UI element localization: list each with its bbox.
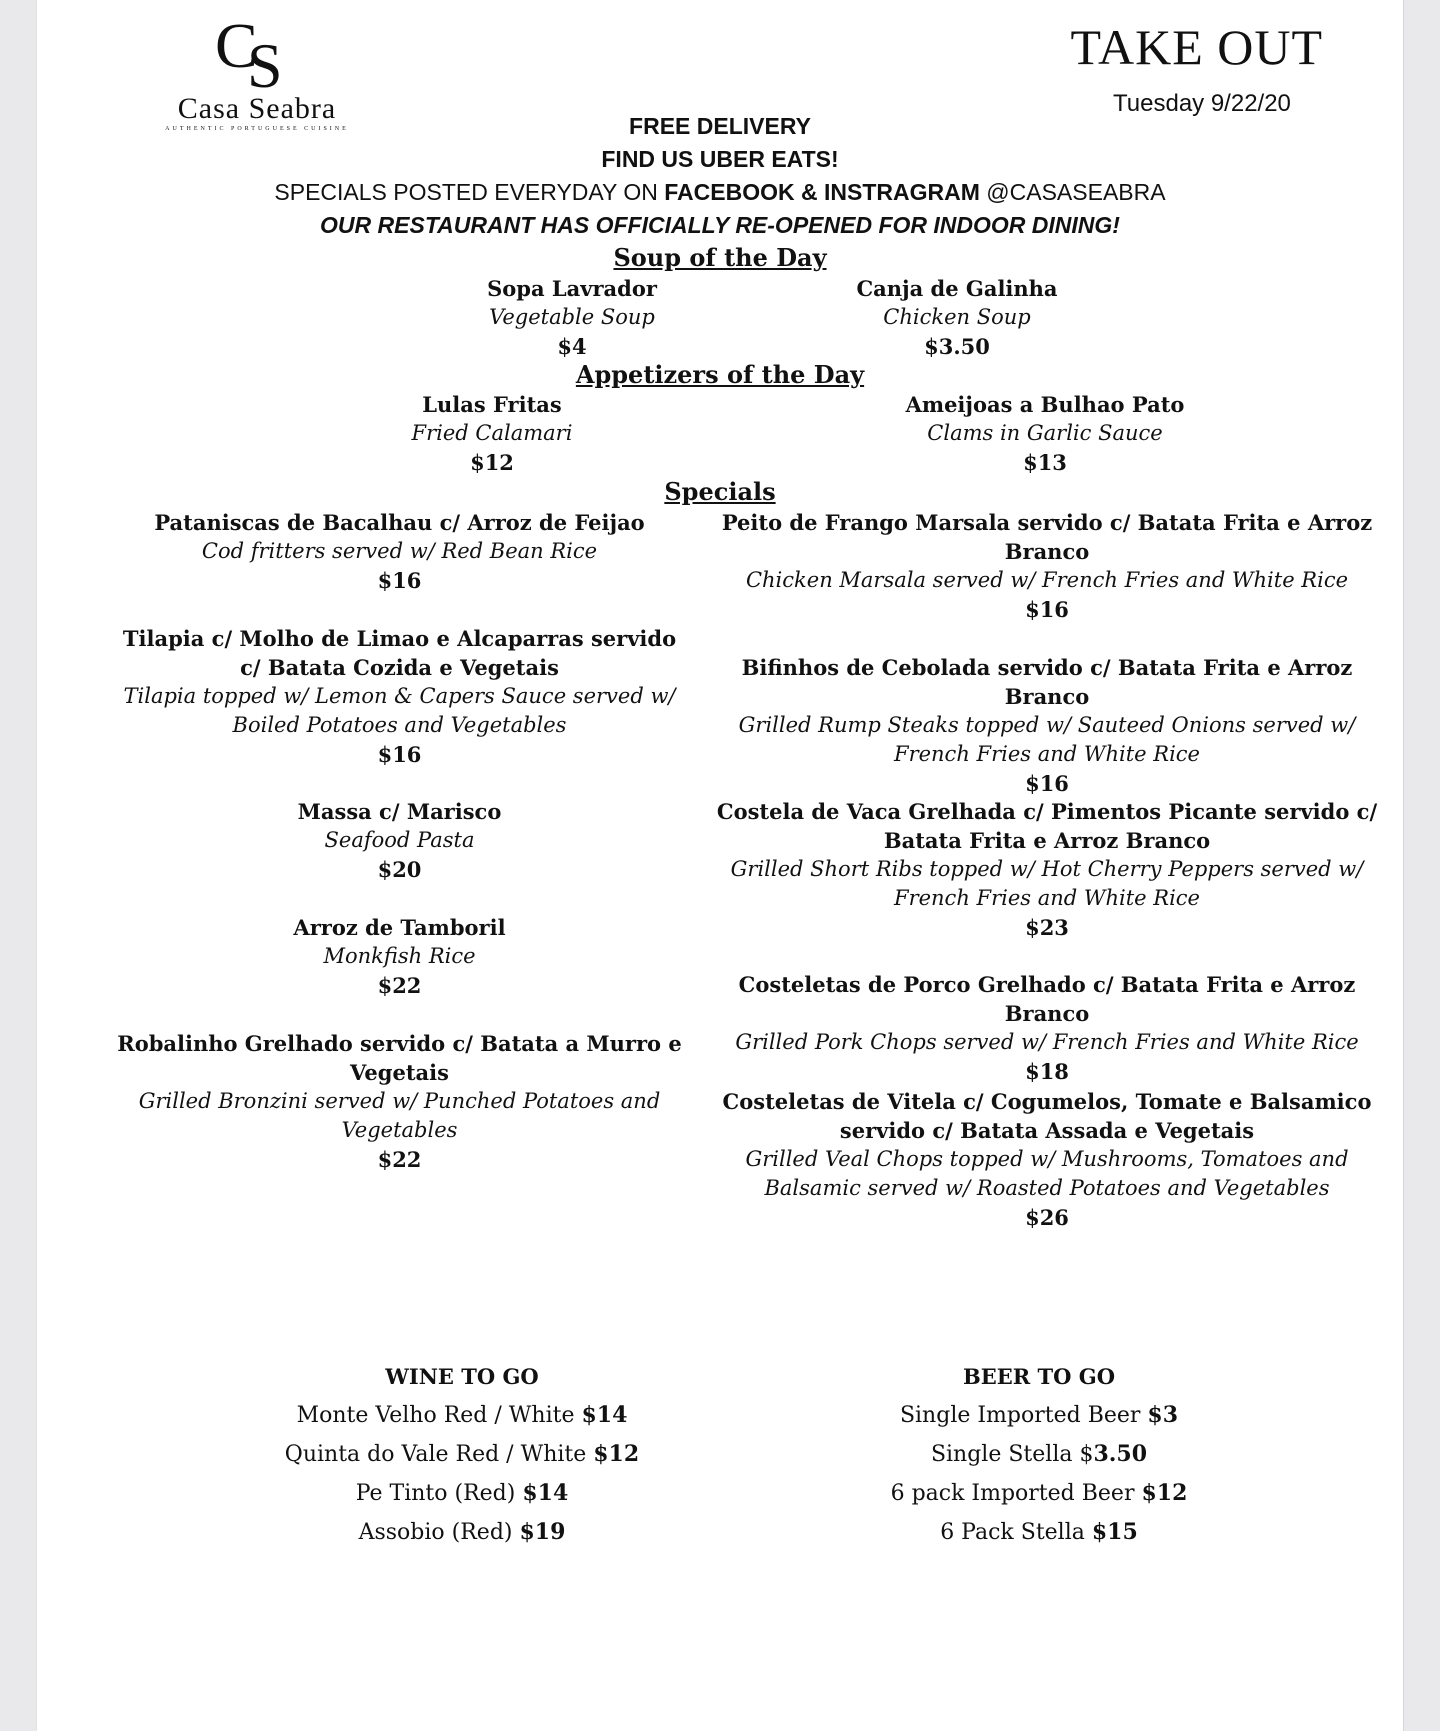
item-name: Ameijoas a Bulhao Pato xyxy=(905,392,1185,417)
menu-page xyxy=(36,0,1404,1731)
item-name: Peito de Frango Marsala servido c/ Batata Frita e Arroz Branco xyxy=(721,510,1373,564)
item-price: $13 xyxy=(1023,450,1067,475)
social-line-platforms: FACEBOOK & INSTRAGRAM xyxy=(664,179,980,205)
reopened-line: OUR RESTAURANT HAS OFFICIALLY RE-OPENED FOR INDOOR DINING! xyxy=(320,212,1120,238)
special-item xyxy=(702,1087,1392,1232)
item-price: $3.50 xyxy=(924,334,990,359)
item-name: Canja de Galinha xyxy=(856,276,1058,301)
item-desc: Seafood Pasta xyxy=(324,828,475,852)
logo-tagline: AUTHENTIC PORTUGUESE CUISINE xyxy=(165,126,349,132)
special-item xyxy=(117,508,682,595)
item-price: $23 xyxy=(1025,915,1069,940)
item-desc: Clams in Garlic Sauce xyxy=(927,421,1163,445)
beer-item: 6 Pack Stella $15 xyxy=(940,1519,1138,1545)
item-price: $12 xyxy=(470,450,514,475)
appetizer-item xyxy=(820,390,1270,477)
soup-item xyxy=(367,274,777,361)
item-name: Costela de Vaca Grelhada c/ Pimentos Picante servido c/ Batata Frita e Arroz Branco xyxy=(716,799,1378,853)
special-item xyxy=(117,797,682,884)
item-desc: Chicken Marsala served w/ French Fries and White Rice xyxy=(745,568,1349,592)
social-line xyxy=(37,176,1403,209)
soup-section-title: Soup of the Day xyxy=(613,243,827,272)
item-price: $26 xyxy=(1025,1205,1069,1230)
special-item xyxy=(117,1029,682,1174)
item-name: Robalinho Grelhado servido c/ Batata a Murro e Vegetais xyxy=(117,1031,682,1085)
item-price: $16 xyxy=(1025,771,1069,796)
beer-item: Single Imported Beer $3 xyxy=(899,1402,1179,1428)
uber-eats-line: FIND US UBER EATS! xyxy=(601,146,839,172)
logo-letter-s: S xyxy=(247,30,283,101)
special-item xyxy=(117,913,682,1000)
free-delivery-line: FREE DELIVERY xyxy=(629,113,811,139)
wine-item: Quinta do Vale Red / White $12 xyxy=(284,1441,640,1467)
item-name: Pataniscas de Bacalhau c/ Arroz de Feijao xyxy=(154,510,645,535)
item-desc: Tilapia topped w/ Lemon & Capers Sauce served w/ Boiled Potatoes and Vegetables xyxy=(123,684,676,737)
item-name: Bifinhos de Cebolada servido c/ Batata Frita e Arroz Branco xyxy=(741,655,1353,709)
wine-item: Monte Velho Red / White $14 xyxy=(296,1402,628,1428)
item-price: $16 xyxy=(377,742,422,767)
beer-heading: BEER TO GO xyxy=(963,1364,1115,1389)
item-desc: Vegetable Soup xyxy=(489,305,655,329)
wine-item: Assobio (Red) $19 xyxy=(358,1519,566,1545)
special-item xyxy=(702,508,1392,624)
item-desc: Monkfish Rice xyxy=(323,944,476,968)
announcement-banner xyxy=(37,110,1403,242)
social-line-pre: SPECIALS POSTED EVERYDAY ON xyxy=(274,179,665,205)
logo-name: Casa Seabra xyxy=(177,92,337,125)
item-price: $20 xyxy=(377,857,422,882)
appetizer-item xyxy=(267,390,717,477)
item-desc: Grilled Veal Chops topped w/ Mushrooms, Tomatoes and Balsamic served w/ Roasted Potatoes and Vegetables xyxy=(745,1147,1349,1200)
item-name: Costeletas de Porco Grelhado c/ Batata Frita e Arroz Branco xyxy=(738,972,1356,1026)
logo-letter-c: C xyxy=(215,10,258,81)
item-desc: Fried Calamari xyxy=(411,421,573,445)
item-price: $16 xyxy=(377,568,422,593)
item-name: Arroz de Tamboril xyxy=(293,915,506,940)
social-line-handle: @CASASEABRA xyxy=(979,179,1166,205)
wine-to-go-list xyxy=(247,1357,677,1552)
special-item xyxy=(702,653,1392,798)
menu-date: Tuesday 9/22/20 xyxy=(1113,90,1291,117)
item-desc: Grilled Rump Steaks topped w/ Sauteed Onions served w/ French Fries and White Rice xyxy=(738,713,1356,766)
special-item xyxy=(702,797,1392,942)
beer-item: 6 pack Imported Beer $12 xyxy=(890,1480,1188,1506)
beer-item: Single Stella $3.50 xyxy=(930,1441,1148,1467)
wine-item: Pe Tinto (Red) $14 xyxy=(355,1480,569,1506)
item-name: Massa c/ Marisco xyxy=(297,799,502,824)
soup-item xyxy=(752,274,1162,361)
item-desc: Grilled Short Ribs topped w/ Hot Cherry Peppers served w/ French Fries and White Rice xyxy=(730,857,1364,910)
item-price: $22 xyxy=(377,973,422,998)
takeout-title: TAKE OUT xyxy=(1070,19,1323,75)
item-price: $18 xyxy=(1025,1059,1069,1084)
wine-heading: WINE TO GO xyxy=(385,1364,539,1389)
item-desc: Chicken Soup xyxy=(883,305,1031,329)
item-name: Costeletas de Vitela c/ Cogumelos, Tomate e Balsamico servido c/ Batata Assada e Vegetais xyxy=(722,1089,1372,1143)
specials-section-title: Specials xyxy=(664,477,776,506)
item-desc: Cod fritters served w/ Red Bean Rice xyxy=(201,539,598,563)
item-name: Tilapia c/ Molho de Limao e Alcaparras servido c/ Batata Cozida e Vegetais xyxy=(122,626,677,680)
special-item xyxy=(702,970,1392,1086)
item-name: Sopa Lavrador xyxy=(487,276,657,301)
item-desc: Grilled Bronzini served w/ Punched Potatoes and Vegetables xyxy=(138,1089,661,1142)
item-desc: Grilled Pork Chops served w/ French Fries and White Rice xyxy=(735,1030,1359,1054)
item-price: $4 xyxy=(557,334,587,359)
item-price: $16 xyxy=(1025,597,1069,622)
item-price: $22 xyxy=(377,1147,422,1172)
appetizers-section-title: Appetizers of the Day xyxy=(575,360,865,389)
item-name: Lulas Fritas xyxy=(422,392,562,417)
special-item xyxy=(117,624,682,769)
beer-to-go-list xyxy=(824,1357,1254,1552)
logo-monogram xyxy=(137,10,377,101)
